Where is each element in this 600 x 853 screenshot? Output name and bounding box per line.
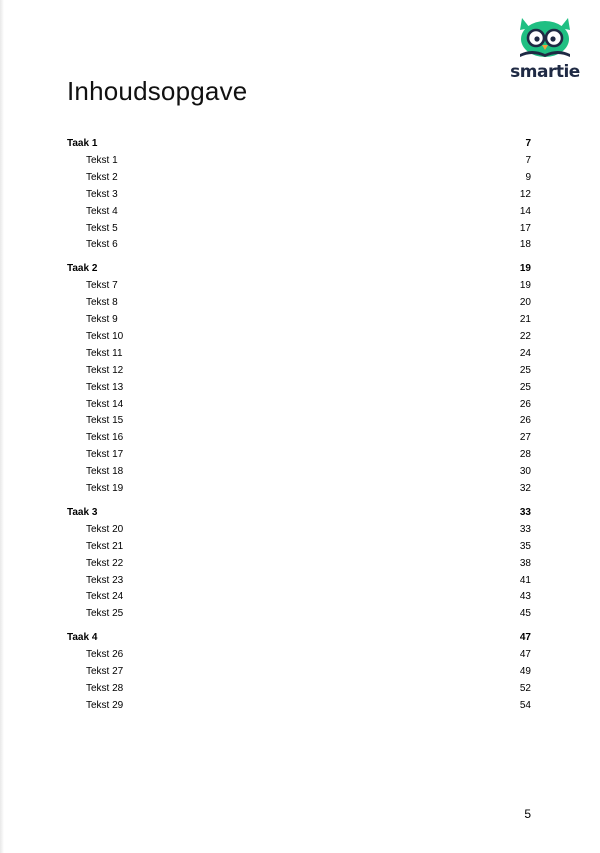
toc-entry-label: Tekst 19 [86,483,124,494]
toc-page-number: 7 [525,154,531,166]
toc-entry-label: Tekst 4 [86,205,118,217]
toc-entry-row[interactable] [0,295,600,311]
toc-entry-label: Tekst 7 [86,280,118,292]
toc-page-number: 28 [519,449,531,461]
toc-entry-row[interactable] [0,346,600,362]
toc-entry-label: Tekst 6 [86,239,118,251]
page-title: Inhoudsopgave [67,76,248,106]
toc-entry-row[interactable] [0,363,600,379]
toc-page-number: 14 [519,205,531,217]
toc-page-number: 47 [519,632,531,644]
toc-page-number: 49 [519,666,531,677]
toc-page-number: 33 [519,506,531,518]
toc-page-number: 22 [519,330,531,342]
owl-with-glasses-icon [510,12,580,62]
toc-section-label: Taak 4 [67,632,98,644]
toc-entry-label: Tekst 13 [86,381,124,393]
toc-page-number: 18 [519,239,531,251]
toc-page-number: 35 [519,540,531,552]
toc-page-number: 12 [519,188,531,200]
toc-entry-row[interactable] [0,647,600,663]
toc-page-number: 45 [519,608,531,620]
toc-page-number: 54 [519,699,531,711]
toc-entry-row[interactable] [0,237,600,253]
toc-entry-label: Tekst 11 [86,347,123,359]
toc-page-number: 30 [519,466,531,478]
toc-entry-row[interactable] [0,606,600,622]
toc-entry-label: Tekst 29 [86,699,124,711]
toc-page-number: 25 [519,364,531,376]
toc-entry-row[interactable] [0,413,600,429]
toc-entry-row[interactable] [0,312,600,328]
toc-page-number: 26 [519,398,531,410]
toc-entry-row[interactable] [0,278,600,294]
toc-page-number: 7 [525,138,531,149]
toc-page-number: 20 [519,297,531,309]
toc-entry-row[interactable] [0,664,600,680]
toc-entry-row[interactable] [0,556,600,572]
toc-page-number: 27 [519,432,531,444]
toc-entry-row[interactable] [0,153,600,169]
toc-entry-label: Tekst 27 [86,666,124,677]
toc-section-row[interactable] [0,136,600,152]
toc-page-number: 43 [519,591,531,603]
toc-section-row[interactable] [0,505,600,521]
toc-entry-label: Tekst 23 [86,574,124,586]
toc-page-number: 9 [525,171,531,183]
toc-section-label: Taak 3 [67,506,98,518]
toc-section-row[interactable] [0,630,600,646]
toc-entry-row[interactable] [0,380,600,396]
toc-entry-row[interactable] [0,539,600,555]
toc-entry-label: Tekst 5 [86,222,118,234]
toc-entry-label: Tekst 10 [86,330,124,342]
toc-page-number: 25 [519,381,531,393]
toc-entry-label: Tekst 3 [86,188,118,200]
toc-page-number: 32 [519,483,531,494]
toc-entry-row[interactable] [0,397,600,413]
toc-entry-label: Tekst 20 [86,523,124,535]
toc-page-number: 26 [519,415,531,427]
toc-entry-row[interactable] [0,464,600,480]
toc-entry-label: Tekst 18 [86,466,124,478]
toc-entry-label: Tekst 2 [86,171,118,183]
toc-entry-label: Tekst 21 [86,540,124,552]
smartie-logo [510,12,580,84]
toc-entry-row[interactable] [0,589,600,605]
toc-entry-row[interactable] [0,221,600,237]
toc-entry-label: Tekst 16 [86,432,124,444]
toc-entry-row[interactable] [0,447,600,463]
toc-entry-row[interactable] [0,698,600,714]
toc-entry-row[interactable] [0,681,600,697]
logo-wordmark: smartie [510,62,580,82]
toc-entry-label: Tekst 22 [86,557,124,569]
toc-section-row[interactable] [0,261,600,277]
toc-entry-label: Tekst 12 [86,364,124,376]
toc-entry-row[interactable] [0,329,600,345]
toc-entry-label: Tekst 9 [86,314,118,325]
toc-entry-label: Tekst 15 [86,415,124,427]
toc-entry-label: Tekst 26 [86,649,124,661]
toc-page-number: 19 [519,263,531,275]
toc-page-number: 24 [519,347,531,359]
toc-section-label: Taak 2 [67,263,98,275]
toc-entry-label: Tekst 17 [86,449,124,461]
toc-page-number: 41 [519,574,531,586]
toc-entry-label: Tekst 25 [86,608,124,620]
toc-section-label: Taak 1 [67,138,98,149]
toc-entry-label: Tekst 14 [86,398,124,410]
page-number: 5 [524,807,531,821]
toc-entry-row[interactable] [0,204,600,220]
toc-entry-row[interactable] [0,187,600,203]
toc-entry-row[interactable] [0,522,600,538]
toc-entry-label: Tekst 28 [86,682,124,694]
toc-page-number: 38 [519,557,531,569]
toc-entry-row[interactable] [0,170,600,186]
toc-page-number: 33 [519,523,531,535]
toc-entry-label: Tekst 24 [86,591,124,603]
toc-page-number: 21 [519,314,531,325]
toc-page-number: 52 [519,682,531,694]
toc-entry-label: Tekst 8 [86,297,118,309]
toc-page-number: 17 [519,222,531,234]
toc-entry-row[interactable] [0,481,600,497]
toc-entry-row[interactable] [0,430,600,446]
toc-entry-label: Tekst 1 [86,154,118,166]
toc-page-number: 19 [519,280,531,292]
toc-page-number: 47 [519,649,531,661]
toc-entry-row[interactable] [0,573,600,589]
